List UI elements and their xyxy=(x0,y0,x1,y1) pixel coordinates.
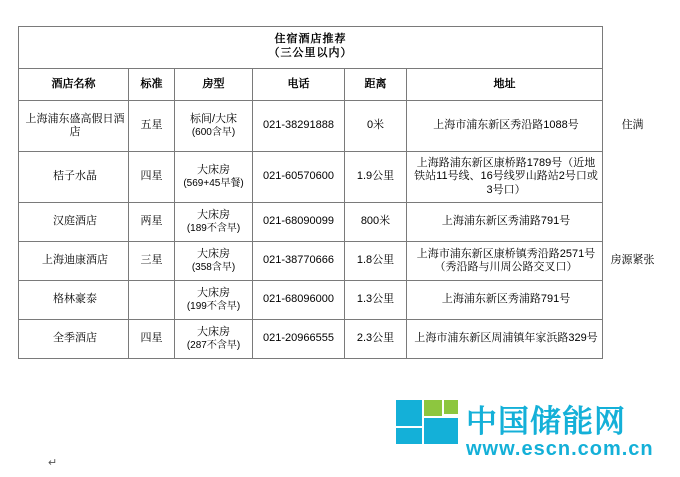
column-header-name: 酒店名称 xyxy=(19,68,129,101)
cell-phone: 021-38291888 xyxy=(253,101,345,152)
cell-address: 上海浦东新区秀浦路791号 xyxy=(407,281,603,320)
cell-hotel-name: 桔子水晶 xyxy=(19,152,129,203)
cell-distance: 800米 xyxy=(345,203,407,242)
cell-note: 房源紧张 xyxy=(610,254,655,267)
escn-logo-icon xyxy=(396,400,458,444)
cell-room-type xyxy=(175,242,253,281)
cell-room-type xyxy=(175,152,253,203)
column-header-level: 标准 xyxy=(129,68,175,101)
title-line-1: 住宿酒店推荐 xyxy=(274,33,347,45)
watermark-url: www.escn.com.cn xyxy=(466,438,654,460)
room-type-main: 大床房 xyxy=(197,326,230,339)
room-type-main: 标间/大床 xyxy=(189,113,238,126)
column-header-address: 地址 xyxy=(407,68,603,101)
table-row xyxy=(19,281,663,320)
room-type-note: (600含早) xyxy=(191,126,236,138)
cell-room-type xyxy=(175,203,253,242)
paragraph-mark: ↵ xyxy=(48,457,58,469)
cell-phone: 021-20966555 xyxy=(253,320,345,359)
room-type-note: (569+45早餐) xyxy=(183,177,244,189)
title-spacer xyxy=(603,27,663,69)
watermark-brand: 中国储能网 xyxy=(466,404,626,439)
header-spacer xyxy=(603,68,663,101)
column-header-distance: 距离 xyxy=(345,68,407,101)
cell-distance: 0米 xyxy=(345,101,407,152)
cell-hotel-level xyxy=(129,281,175,320)
cell-hotel-name: 格林豪泰 xyxy=(19,281,129,320)
cell-hotel-level: 五星 xyxy=(129,101,175,152)
cell-distance: 1.8公里 xyxy=(345,242,407,281)
column-header-roomtype: 房型 xyxy=(175,68,253,101)
cell-phone: 021-68090099 xyxy=(253,203,345,242)
room-type-main: 大床房 xyxy=(197,248,230,261)
cell-note: 住满 xyxy=(621,119,644,132)
cell-note xyxy=(603,320,663,359)
table-row xyxy=(19,320,663,359)
cell-hotel-name: 上海浦东盛高假日酒店 xyxy=(19,101,129,152)
cell-phone: 021-68096000 xyxy=(253,281,345,320)
cell-phone: 021-38770666 xyxy=(253,242,345,281)
cell-hotel-level: 四星 xyxy=(129,320,175,359)
site-watermark xyxy=(396,398,668,468)
room-type-note: (287不含早) xyxy=(186,339,241,351)
table-title-row xyxy=(19,27,663,69)
cell-hotel-level: 两星 xyxy=(129,203,175,242)
cell-address: 上海市浦东新区秀沿路1088号 xyxy=(407,101,603,152)
room-type-note: (199不含早) xyxy=(186,300,241,312)
cell-phone: 021-60570600 xyxy=(253,152,345,203)
room-type-main: 大床房 xyxy=(197,287,230,300)
table-title xyxy=(19,27,603,69)
cell-room-type xyxy=(175,281,253,320)
table-row xyxy=(19,242,663,281)
table-row xyxy=(19,101,663,152)
room-type-main: 大床房 xyxy=(197,209,230,222)
room-type-note: (189不含早) xyxy=(186,222,241,234)
cell-address: 上海路浦东新区康桥路1789号（近地铁站11号线、16号线罗山路站2号口或3号口） xyxy=(407,152,603,203)
cell-note xyxy=(603,203,663,242)
table-header-row xyxy=(19,68,663,101)
column-header-phone: 电话 xyxy=(253,68,345,101)
cell-address: 上海市浦东新区周浦镇年家浜路329号 xyxy=(407,320,603,359)
cell-distance: 1.9公里 xyxy=(345,152,407,203)
cell-room-type xyxy=(175,320,253,359)
cell-hotel-name: 上海迪康酒店 xyxy=(19,242,129,281)
cell-note xyxy=(603,281,663,320)
cell-hotel-name: 全季酒店 xyxy=(19,320,129,359)
table-row xyxy=(19,152,663,203)
cell-note xyxy=(603,152,663,203)
cell-hotel-name: 汉庭酒店 xyxy=(19,203,129,242)
room-type-note: (358含早) xyxy=(191,261,236,273)
cell-distance: 1.3公里 xyxy=(345,281,407,320)
table-row xyxy=(19,203,663,242)
hotel-recommendation-table xyxy=(18,26,663,359)
cell-address: 上海浦东新区秀浦路791号 xyxy=(407,203,603,242)
cell-address: 上海市浦东新区康桥镇秀沿路2571号（秀沿路与川周公路交叉口） xyxy=(407,242,603,281)
cell-hotel-level: 四星 xyxy=(129,152,175,203)
cell-hotel-level: 三星 xyxy=(129,242,175,281)
cell-room-type xyxy=(175,101,253,152)
room-type-main: 大床房 xyxy=(197,164,230,177)
cell-distance: 2.3公里 xyxy=(345,320,407,359)
title-line-2: （三公里以内） xyxy=(268,46,353,59)
